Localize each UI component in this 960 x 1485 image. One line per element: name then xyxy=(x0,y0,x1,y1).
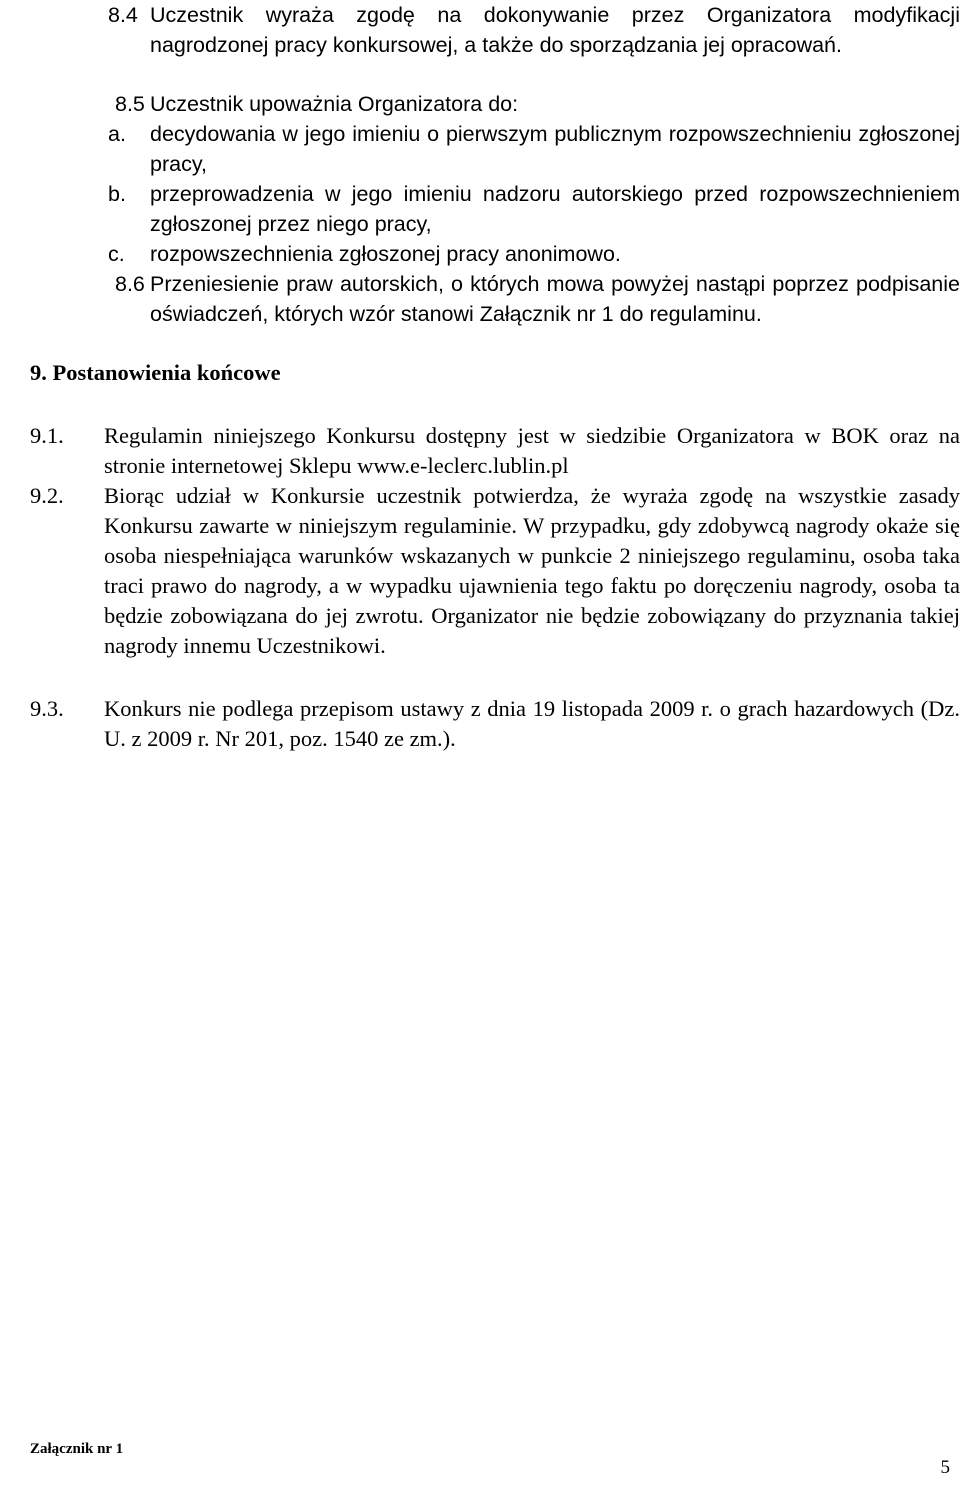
page-number: 5 xyxy=(940,1457,950,1478)
clause-number: 9.2. xyxy=(30,483,64,508)
subclause-letter: b. xyxy=(108,182,126,206)
subclause-c xyxy=(108,239,960,269)
clause-number: 8.5 xyxy=(115,92,145,116)
subclause-b xyxy=(108,179,960,239)
subclause-text: rozpowszechnienia zgłoszonej pracy anonimowo. xyxy=(150,242,621,266)
clause-number: 8.4 xyxy=(108,3,138,27)
clause-text: Uczestnik upoważnia Organizatora do: xyxy=(150,92,519,116)
clause-number: 8.6 xyxy=(115,272,145,296)
subclause-letter: a. xyxy=(108,122,126,146)
clause-8-6 xyxy=(115,269,960,329)
clause-9-3 xyxy=(30,694,960,754)
clause-text: Biorąc udział w Konkursie uczestnik potwierdza, że wyraża zgodę na wszystkie zasady Konkursu zawarte w niniejszym regulaminie. W przypadku, gdy zdobywcą nagrody okaże się osoba niespełniająca warunków wskazanych w punkcie 2 niniejszego regulaminu, osoba taka traci prawo do nagrody, a w wypadku ujawnienia tego faktu po doręczeniu nagrody, osoba ta będzie zobowiązana do jej zwrotu. Organizator nie będzie zobowiązany do przyznania takiej nagrody innemu Uczestnikowi. xyxy=(104,483,960,658)
subclause-letter: c. xyxy=(108,242,125,266)
clause-number: 9.3. xyxy=(30,696,64,721)
section-heading: 9. Postanowienia końcowe xyxy=(30,360,281,385)
subclause-text: decydowania w jego imieniu o pierwszym publicznym rozpowszechnieniu zgłoszonej pracy, xyxy=(150,122,960,176)
attachment-label: Załącznik nr 1 xyxy=(30,1441,124,1457)
clause-8-4 xyxy=(108,0,960,60)
clause-text: Przeniesienie praw autorskich, o których mowa powyżej nastąpi poprzez podpisanie oświadczeń, których wzór stanowi Załącznik nr 1 do regulaminu. xyxy=(150,272,960,326)
clause-9-1 xyxy=(30,421,960,481)
clause-9-2 xyxy=(30,481,960,661)
subclause-a xyxy=(108,119,960,179)
clause-8-5 xyxy=(115,89,960,119)
clause-text: Konkurs nie podlega przepisom ustawy z dnia 19 listopada 2009 r. o grach hazardowych (Dz. U. z 2009 r. Nr 201, poz. 1540 ze zm.). xyxy=(104,696,960,751)
subclause-text: przeprowadzenia w jego imieniu nadzoru autorskiego przed rozpowszechnieniem zgłoszonej przez niego pracy, xyxy=(150,182,960,236)
clause-text: Uczestnik wyraża zgodę na dokonywanie przez Organizatora modyfikacji nagrodzonej pracy konkursowej, a także do sporządzania jej opracowań. xyxy=(150,3,960,57)
clause-text: Regulamin niniejszego Konkursu dostępny jest w siedzibie Organizatora w BOK oraz na stronie internetowej Sklepu www.e-leclerc.lublin.pl xyxy=(104,423,960,478)
clause-number: 9.1. xyxy=(30,423,64,448)
